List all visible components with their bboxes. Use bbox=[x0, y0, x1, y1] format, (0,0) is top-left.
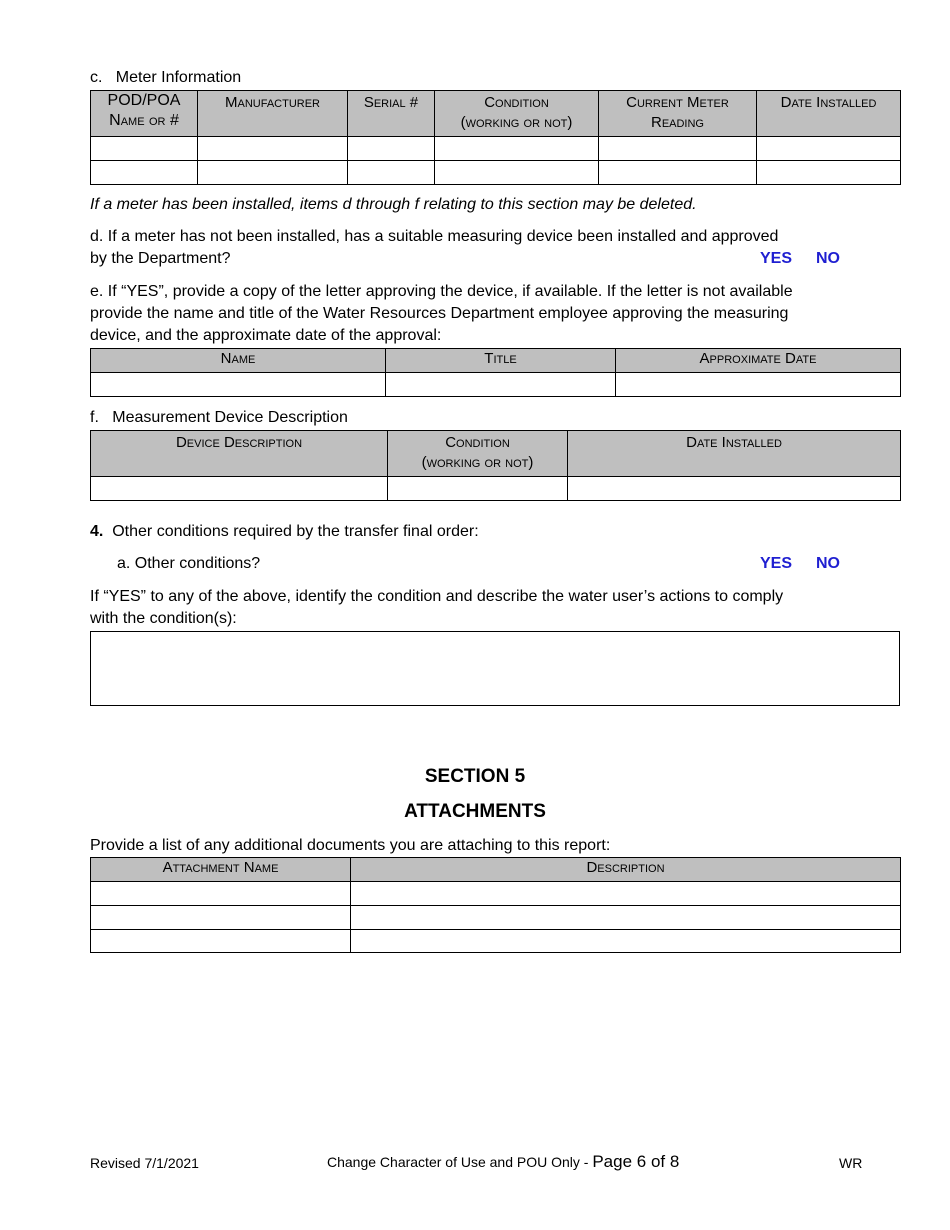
col-description: Description bbox=[351, 858, 901, 882]
item-e-line2: provide the name and title of the Water Resources Department employee approving the measuring bbox=[90, 305, 789, 322]
table-cell[interactable] bbox=[568, 477, 901, 501]
table-cell[interactable] bbox=[91, 161, 198, 185]
table-row bbox=[91, 930, 901, 953]
table-row bbox=[91, 373, 901, 397]
approval-table bbox=[90, 348, 901, 397]
section4-item-a: a. Other conditions? bbox=[117, 555, 261, 572]
col-serial: Serial # bbox=[348, 91, 435, 137]
table-cell[interactable] bbox=[757, 137, 901, 161]
col-device-description: Device Description bbox=[91, 431, 388, 477]
table-cell[interactable] bbox=[348, 161, 435, 185]
item-d-line1: d. If a meter has not been installed, has a suitable measuring device been installed and approved bbox=[90, 228, 779, 245]
device-description-table bbox=[90, 430, 901, 501]
section5-instruction: Provide a list of any additional documents you are attaching to this report: bbox=[90, 837, 611, 854]
col-date-installed: Date Installed bbox=[568, 431, 901, 477]
col-name: Name bbox=[91, 349, 386, 373]
section5-title: ATTACHMENTS bbox=[404, 801, 546, 822]
section4-no-option[interactable]: NO bbox=[816, 555, 840, 572]
table-row bbox=[91, 882, 901, 906]
device-description-heading bbox=[90, 407, 348, 429]
meter-info-heading bbox=[90, 67, 241, 89]
section4-heading bbox=[90, 521, 479, 543]
table-cell[interactable] bbox=[599, 137, 757, 161]
footer-revised: Revised 7/1/2021 bbox=[90, 1155, 199, 1171]
table-cell[interactable] bbox=[91, 906, 351, 930]
section4-instruction-line2: with the condition(s): bbox=[90, 610, 237, 627]
device-description-letter: f. bbox=[90, 409, 99, 426]
footer-form-name: Change Character of Use and POU Only - bbox=[327, 1154, 593, 1170]
table-cell[interactable] bbox=[198, 161, 348, 185]
table-cell[interactable] bbox=[351, 906, 901, 930]
table-cell[interactable] bbox=[351, 930, 901, 953]
footer-page-number: Page 6 of 8 bbox=[592, 1152, 680, 1171]
table-cell[interactable] bbox=[388, 477, 568, 501]
section4-title: Other conditions required by the transfer final order: bbox=[112, 523, 479, 540]
col-condition: Condition (working or not) bbox=[435, 91, 599, 137]
meter-note: If a meter has been installed, items d through f relating to this section may be deleted. bbox=[90, 196, 697, 213]
table-row bbox=[91, 161, 901, 185]
item-e-line3: device, and the approximate date of the approval: bbox=[90, 327, 442, 344]
meter-info-title: Meter Information bbox=[115, 69, 242, 86]
item-d-yes-option[interactable]: YES bbox=[760, 250, 793, 267]
section4-instruction-line1: If “YES” to any of the above, identify the condition and describe the water user’s actions to comply bbox=[90, 588, 784, 605]
table-cell[interactable] bbox=[91, 373, 386, 397]
table-cell[interactable] bbox=[91, 137, 198, 161]
item-d-no-option[interactable]: NO bbox=[816, 250, 840, 267]
section4-yes-option[interactable]: YES bbox=[760, 555, 793, 572]
device-description-title: Measurement Device Description bbox=[112, 409, 348, 426]
table-cell[interactable] bbox=[91, 477, 388, 501]
table-cell[interactable] bbox=[435, 137, 599, 161]
table-cell[interactable] bbox=[435, 161, 599, 185]
meter-info-letter: c. bbox=[90, 69, 103, 86]
table-cell[interactable] bbox=[91, 882, 351, 906]
table-row bbox=[91, 477, 901, 501]
col-condition: Condition (working or not) bbox=[388, 431, 568, 477]
attachments-table bbox=[90, 857, 901, 953]
table-cell[interactable] bbox=[757, 161, 901, 185]
footer-form-title bbox=[327, 1152, 679, 1172]
table-row bbox=[91, 137, 901, 161]
conditions-response-box[interactable] bbox=[90, 631, 900, 706]
col-attachment-name: Attachment Name bbox=[91, 858, 351, 882]
col-approximate-date: Approximate Date bbox=[616, 349, 901, 373]
meter-info-table bbox=[90, 90, 901, 185]
table-cell[interactable] bbox=[348, 137, 435, 161]
footer-code: WR bbox=[839, 1155, 863, 1171]
table-cell[interactable] bbox=[616, 373, 901, 397]
col-date-installed: Date Installed bbox=[757, 91, 901, 137]
table-cell[interactable] bbox=[386, 373, 616, 397]
col-manufacturer: Manufacturer bbox=[198, 91, 348, 137]
col-pod-poa: POD/POA Name or # bbox=[91, 91, 198, 137]
section5-label: SECTION 5 bbox=[424, 766, 526, 787]
col-current-meter-reading: Current Meter Reading bbox=[599, 91, 757, 137]
table-row bbox=[91, 906, 901, 930]
col-title: Title bbox=[386, 349, 616, 373]
table-cell[interactable] bbox=[91, 930, 351, 953]
item-d-line2: by the Department? bbox=[90, 250, 231, 267]
section4-number: 4. bbox=[90, 523, 104, 540]
table-cell[interactable] bbox=[599, 161, 757, 185]
table-cell[interactable] bbox=[198, 137, 348, 161]
item-e-line1: e. If “YES”, provide a copy of the letter approving the device, if available. If the letter is not available bbox=[90, 283, 793, 300]
table-cell[interactable] bbox=[351, 882, 901, 906]
